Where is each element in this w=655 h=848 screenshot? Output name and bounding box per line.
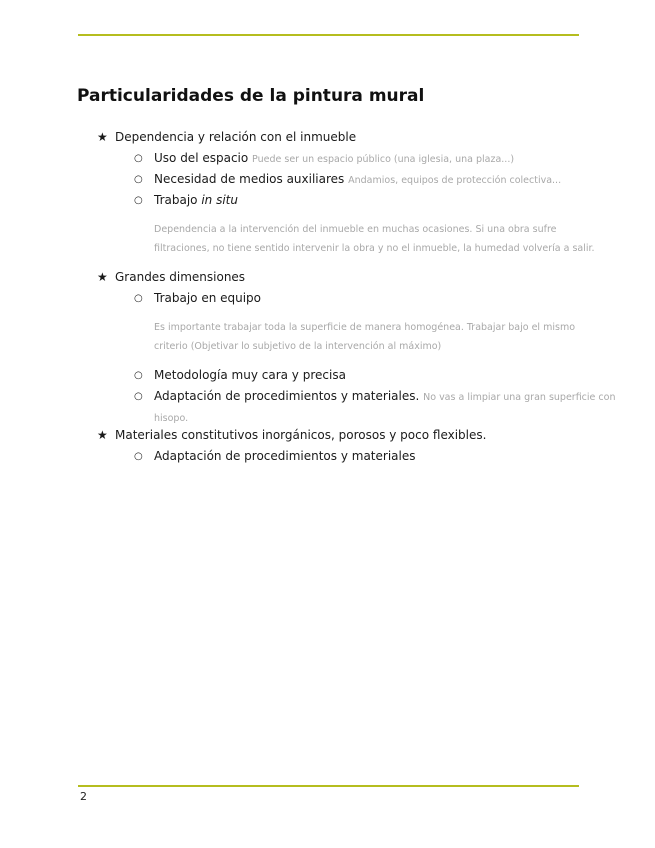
paragraph-line: Es importante trabajar toda la superficie de manera homogénea. Trabajar bajo el mismo	[154, 322, 576, 333]
sub-item-note: No vas a limpiar una gran superficie con	[423, 392, 616, 403]
sub-item-note-continuation	[154, 410, 188, 426]
circle-bullet-icon: ○	[134, 174, 143, 185]
sub-item-label: Adaptación de procedimientos y materiales	[154, 449, 416, 463]
list-item-label: Grandes dimensiones	[115, 270, 246, 284]
explanatory-paragraph	[154, 319, 575, 356]
list-item-label: Materiales constitutivos inorgánicos, porosos y poco flexibles.	[115, 428, 487, 442]
sub-item-label: Uso del espacio	[154, 151, 249, 165]
sub-item-note: Andamios, equipos de protección colectiva...	[348, 175, 562, 186]
star-bullet-icon: ★	[97, 428, 108, 442]
paragraph-line: criterio (Objetivar lo subjetivo de la intervención al máximo)	[154, 340, 442, 352]
star-bullet-icon: ★	[97, 270, 108, 284]
circle-bullet-icon: ○	[134, 195, 143, 206]
circle-bullet-icon: ○	[134, 391, 143, 402]
page-number: 2	[80, 790, 87, 803]
sub-item-note: hisopo.	[154, 413, 189, 424]
sub-item-label: Trabajo en equipo	[154, 291, 262, 305]
sub-item-label: Metodología muy cara y precisa	[154, 368, 346, 382]
circle-bullet-icon: ○	[134, 293, 143, 304]
sub-item-label: Trabajo	[154, 193, 202, 207]
circle-bullet-icon: ○	[134, 153, 143, 164]
page-title: Particularidades de la pintura mural	[77, 86, 425, 106]
paragraph-line: filtraciones, no tiene sentido intervenir la obra y no el inmueble, la humedad volvería a salir.	[154, 242, 595, 254]
sub-item-emphasis: in situ	[201, 193, 238, 207]
footer-rule	[78, 785, 579, 787]
circle-bullet-icon: ○	[134, 451, 143, 462]
header-rule	[78, 34, 579, 36]
paragraph-line: Dependencia a la intervención del inmueble en muchas ocasiones. Si una obra sufre	[154, 224, 557, 235]
explanatory-paragraph	[154, 221, 595, 258]
sub-item-note: Puede ser un espacio público (una iglesia, una plaza...)	[252, 154, 515, 165]
sub-item-label: Necesidad de medios auxiliares	[154, 172, 345, 186]
list-item-label: Dependencia y relación con el inmueble	[115, 130, 357, 144]
star-bullet-icon: ★	[97, 130, 108, 144]
circle-bullet-icon: ○	[134, 370, 143, 381]
sub-item-label: Adaptación de procedimientos y materiales.	[154, 389, 420, 403]
